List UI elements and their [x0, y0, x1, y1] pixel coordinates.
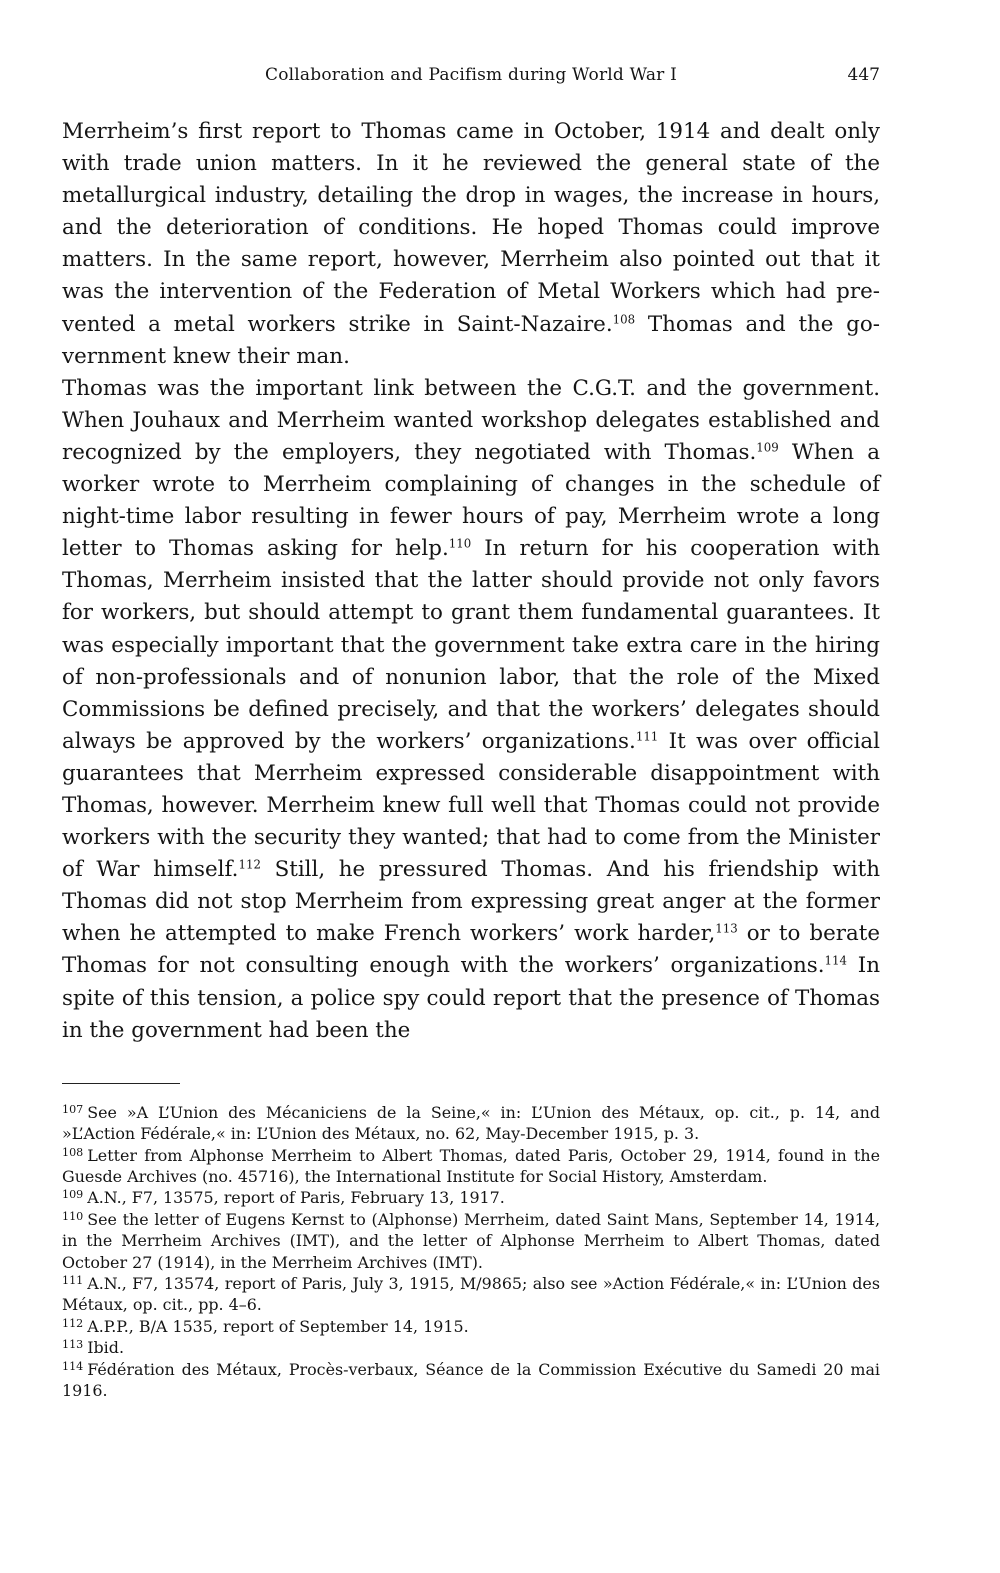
paragraph-text: Merrheim’s first report to Thomas came in October, 1914 and dealt only with trade union matters. In it he reviewed the general state of the metallurgical industry, detailing the drop in wages, the increase in hours, and the deterioration of conditions. He hoped Thomas could improve matters. In the same report, however, Merrheim also pointed out that it was the intervention of the Federation of Metal Workers which had prevented a metal workers strike in Saint-Nazaire.: [62, 119, 880, 337]
paragraph-text: Still, he pressured Thomas. And his friendship with Thomas did not stop Merrheim from expressing great anger at the former when he attempted to make French workers’ work harder,: [62, 857, 880, 947]
paragraph-text: In spite of this tension, a police spy could report that the presence of Thomas in the government had been the: [62, 953, 880, 1043]
footnote-text: A.P.P., B/A 1535, report of September 14, 1915.: [87, 1316, 469, 1336]
footnote-number: 108: [62, 1145, 84, 1159]
footnote-text: Letter from Alphonse Merrheim to Albert Thomas, dated Paris, October 29, 1914, found in the Guesde Archives (no. 45716), the International Institute for Social History, Amsterdam.: [62, 1145, 880, 1186]
book-page: [62, 58, 880, 1548]
footnote: [62, 1316, 880, 1337]
page-number: 447: [847, 65, 880, 85]
paragraph-text: In return for his cooperation with Thomas, Merrheim insisted that the latter should provide not only favors for workers, but should attempt to grant them fundamental guarantees. It was especially important that the government take extra care in the hiring of non-professionals and of nonunion labor, that the role of the Mixed Commissions be defined precisely, and that the workers’ delegates should always be approved by the workers’ organizations.: [62, 536, 880, 754]
footnote: [62, 1209, 880, 1273]
footnote-number: 112: [62, 1316, 84, 1330]
footnote-text: A.N., F7, 13575, report of Paris, February 13, 1917.: [87, 1188, 505, 1208]
footnote-number: 113: [62, 1338, 84, 1352]
paragraph-text: Thomas and the government knew their man.: [62, 311, 880, 369]
body-text: [62, 116, 880, 1047]
footnote: [62, 1187, 880, 1208]
running-title: Collaboration and Pacifism during World War I: [264, 65, 677, 85]
footnote-ref: 109: [756, 440, 779, 455]
paragraph-text: When a worker wrote to Merrheim complaining of changes in the schedule of night-time labor resulting in fewer hours of pay, Merrheim wrote a long letter to Thomas asking for help.: [62, 439, 880, 562]
paragraph-text: Thomas was the important link between the C.G.T. and the government. When Jouhaux and Merrheim wanted workshop delegates established and recognized by the employers, they negotiated with Thomas.: [62, 375, 880, 465]
footnote-ref: 110: [448, 536, 472, 551]
footnote: [62, 1359, 880, 1402]
footnote: [62, 1273, 880, 1316]
footnote-divider: [62, 1083, 180, 1084]
paragraph: [62, 116, 880, 373]
footnote-ref: 112: [238, 857, 261, 872]
running-head: [62, 58, 880, 92]
footnote: [62, 1145, 880, 1188]
footnote-text: See the letter of Eugens Kernst to (Alphonse) Merrheim, dated Saint Mans, September 14, 1914, in the Merrheim Archives (IMT), and the letter of Alphonse Merrheim to Albert Thomas, dated October 27 (1914), in the Merrheim Archives (IMT).: [62, 1209, 880, 1272]
footnote: [62, 1102, 880, 1145]
paragraph-text: or to berate Thomas for not consulting enough with the workers’ organizations.: [62, 921, 880, 979]
footnote-ref: 114: [824, 953, 848, 968]
footnote-number: 111: [62, 1273, 84, 1287]
footnote-number: 107: [62, 1102, 84, 1116]
footnotes: [62, 1102, 880, 1402]
footnote-number: 110: [62, 1209, 84, 1223]
footnote-ref: 108: [612, 311, 636, 326]
paragraph-text: It was over official guarantees that Merrheim expressed considerable disappointment with Thomas, however. Merrheim knew full well that Thomas could not provide workers with the security they wanted; that had to come from the Minister of War himself.: [62, 728, 881, 883]
footnote-ref: 113: [715, 921, 738, 936]
footnote-text: See »A L’Union des Mécaniciens de la Seine,« in: L’Union des Métaux, op. cit., p. 14, and »L’Action Fédérale,« in: L’Union des Métaux, no. 62, May-December 1915, p. 3.: [62, 1102, 880, 1144]
footnote-number: 114: [62, 1359, 84, 1373]
footnote: [62, 1337, 880, 1358]
paragraph: [62, 373, 880, 1047]
footnote-text: A.N., F7, 13574, report of Paris, July 3, 1915, M/9865; also see »Action Fédérale,« in: L’Union des Métaux, op. cit., pp. 4–6.: [62, 1273, 880, 1315]
footnote-number: 109: [62, 1188, 84, 1202]
footnote-text: Fédération des Métaux, Procès-verbaux, Séance de la Commission Exécutive du Samedi 20 mai 1916.: [62, 1359, 880, 1400]
footnote-text: Ibid.: [87, 1338, 124, 1358]
footnote-ref: 111: [635, 729, 659, 744]
